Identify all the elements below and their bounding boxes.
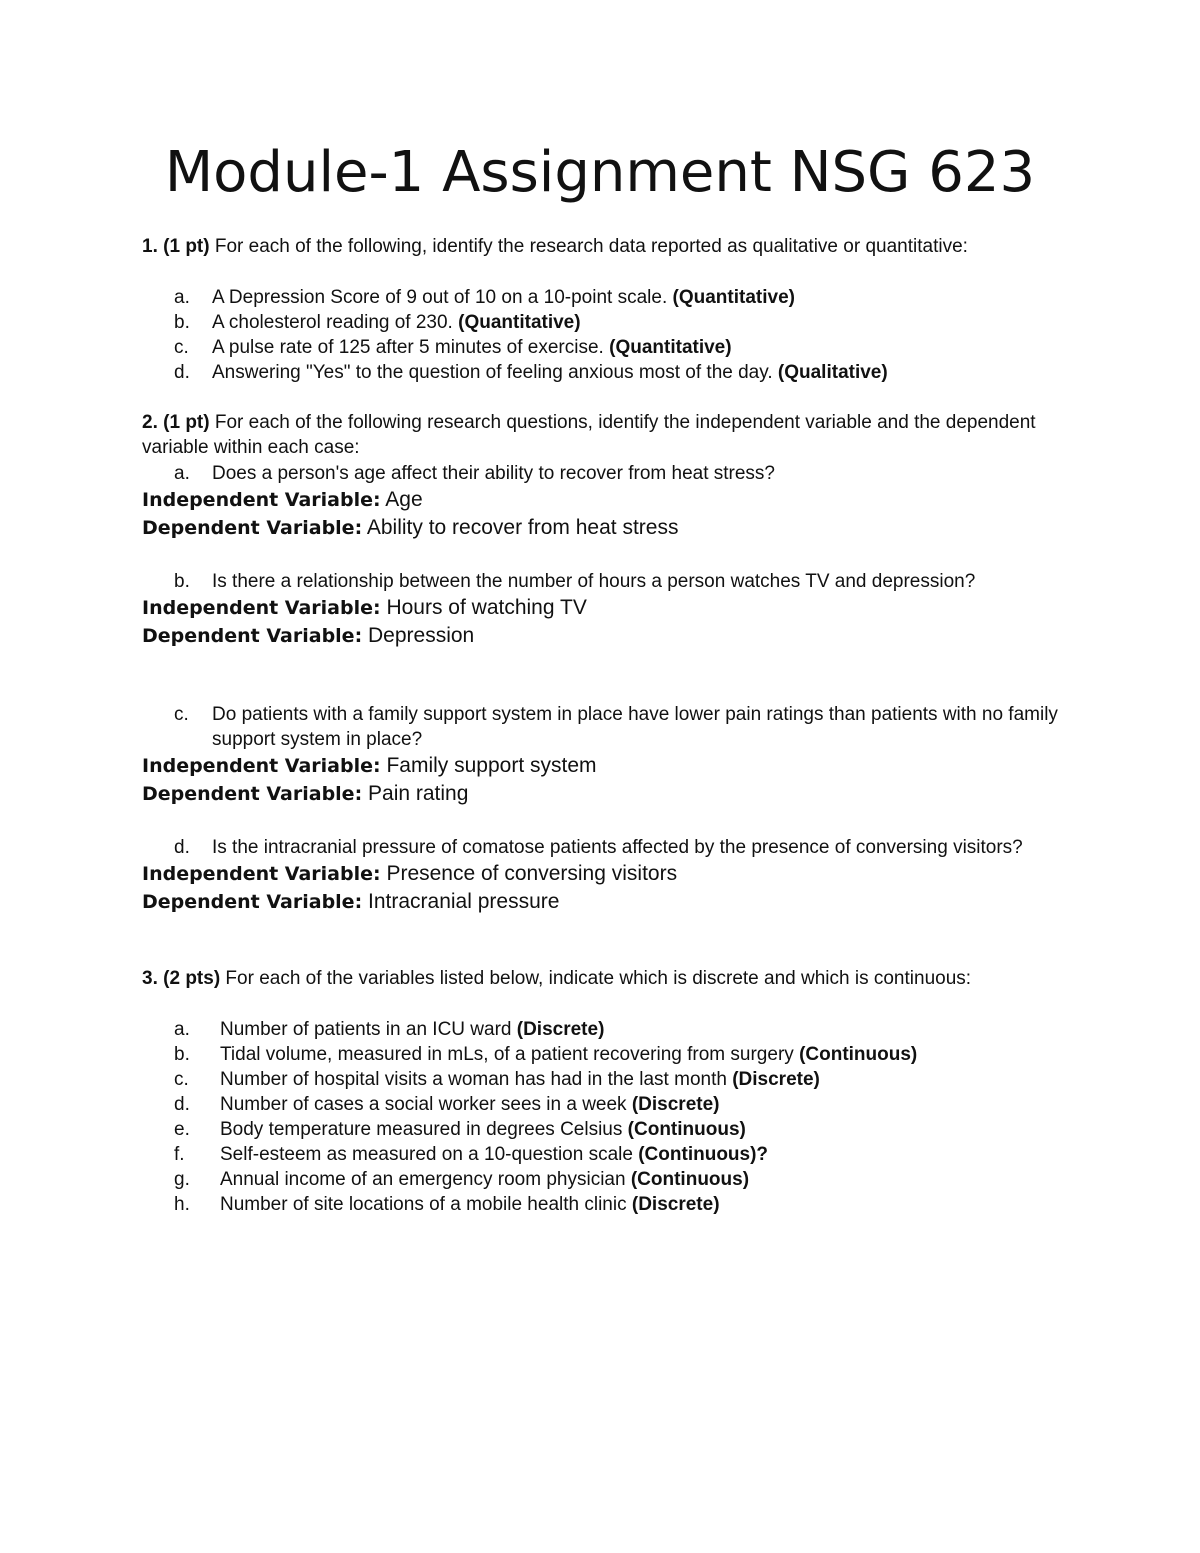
list-marker: f.	[174, 1144, 185, 1165]
list-item: h. Number of site locations of a mobile health clinic (Discrete)	[174, 1194, 720, 1215]
list-item: b. Tidal volume, measured in mLs, of a patient recovering from surgery (Continuous)	[174, 1044, 918, 1065]
question-2-item-c	[142, 702, 1102, 808]
list-item: d. Answering "Yes" to the question of feeling anxious most of the day. (Qualitative)	[174, 362, 888, 383]
answer: (Discrete)	[732, 1069, 820, 1090]
answer: (Quantitative)	[672, 287, 795, 308]
independent-variable: Independent Variable: Family support system	[142, 754, 597, 777]
list-item: d. Number of cases a social worker sees in a week (Discrete)	[174, 1094, 720, 1115]
list-marker: b.	[174, 571, 190, 592]
list-marker: e.	[174, 1119, 190, 1140]
answer: (Discrete)	[516, 1019, 605, 1040]
dependent-variable: Dependent Variable: Pain rating	[142, 782, 469, 805]
question-text: For each of the following, identify the research data reported as qualitative or quantitative:	[214, 236, 968, 257]
question-2-prompt: 2. (1 pt) For each of the following research questions, identify the independent variable and the dependent variable within each case:	[142, 412, 1036, 458]
list-marker: c.	[174, 704, 189, 725]
list-marker: d.	[174, 362, 190, 383]
independent-variable: Independent Variable: Age	[142, 488, 423, 511]
question-2	[142, 410, 1102, 460]
list-marker: c.	[174, 1069, 189, 1090]
page-title: Module-1 Assignment NSG 623	[164, 140, 1036, 205]
question-1-items	[142, 285, 1102, 385]
dependent-variable: Dependent Variable: Depression	[142, 624, 475, 647]
answer-line: b. Is there a relationship between the number of hours a person watches TV and depression?	[174, 571, 976, 592]
question-3-items	[142, 1017, 1102, 1217]
question-1-prompt: 1. (1 pt) For each of the following, identify the research data reported as qualitative or quantitative:	[142, 236, 968, 257]
list-item: c. A pulse rate of 125 after 5 minutes of exercise. (Quantitative)	[174, 337, 732, 358]
list-marker: b.	[174, 1044, 190, 1065]
list-marker: a.	[174, 463, 190, 484]
question-2-item-a	[142, 461, 1102, 542]
question-2-item-b	[142, 569, 1102, 650]
question-3	[142, 966, 1102, 991]
list-item: b. A cholesterol reading of 230. (Quantitative)	[174, 312, 581, 333]
question-number: 1	[142, 236, 153, 257]
answer: (Quantitative)	[609, 337, 732, 358]
list-marker: d.	[174, 1094, 190, 1115]
list-marker: b.	[174, 312, 190, 333]
dependent-variable: Dependent Variable: Ability to recover from heat stress	[142, 516, 679, 539]
dependent-variable: Dependent Variable: Intracranial pressure	[142, 890, 560, 913]
list-item: f. Self-esteem as measured on a 10-question scale (Continuous)?	[174, 1144, 769, 1165]
answer: (Continuous)	[630, 1169, 750, 1190]
answer: (Continuous)	[799, 1044, 918, 1065]
list-marker: g.	[174, 1169, 190, 1190]
question-2-item-d	[142, 835, 1102, 916]
question-points: (1 pt)	[163, 236, 210, 257]
answer: (Quantitative)	[458, 312, 581, 333]
answer: (Continuous)?	[638, 1144, 769, 1165]
list-item: g. Annual income of an emergency room physician (Continuous)	[174, 1169, 750, 1190]
list-marker: h.	[174, 1194, 190, 1215]
answer: (Discrete)	[631, 1194, 720, 1215]
answer: (Qualitative)	[777, 362, 888, 383]
list-item: a. A Depression Score of 9 out of 10 on a 10-point scale. (Quantitative)	[174, 287, 795, 308]
answer-line: a. Does a person's age affect their ability to recover from heat stress?	[174, 463, 775, 484]
list-marker: c.	[174, 337, 189, 358]
list-item: a. Number of patients in an ICU ward (Discrete)	[174, 1019, 605, 1040]
answer: (Continuous)	[627, 1119, 746, 1140]
list-item: c. Number of hospital visits a woman has had in the last month (Discrete)	[174, 1069, 820, 1090]
answer-line: d. Is the intracranial pressure of comatose patients affected by the presence of conversing visitors?	[174, 837, 1023, 858]
list-marker: d.	[174, 837, 190, 858]
list-marker: a.	[174, 287, 190, 308]
question-3-prompt: 3. (2 pts) For each of the variables listed below, indicate which is discrete and which is continuous:	[142, 968, 972, 989]
answer-line: c. Do patients with a family support system in place have lower pain ratings than patients with no family support system in place?	[174, 704, 1058, 750]
list-item: e. Body temperature measured in degrees Celsius (Continuous)	[174, 1119, 746, 1140]
question-1	[142, 234, 1102, 259]
independent-variable: Independent Variable: Hours of watching TV	[142, 596, 587, 619]
independent-variable: Independent Variable: Presence of conversing visitors	[142, 862, 678, 885]
list-marker: a.	[174, 1019, 190, 1040]
answer: (Discrete)	[631, 1094, 720, 1115]
